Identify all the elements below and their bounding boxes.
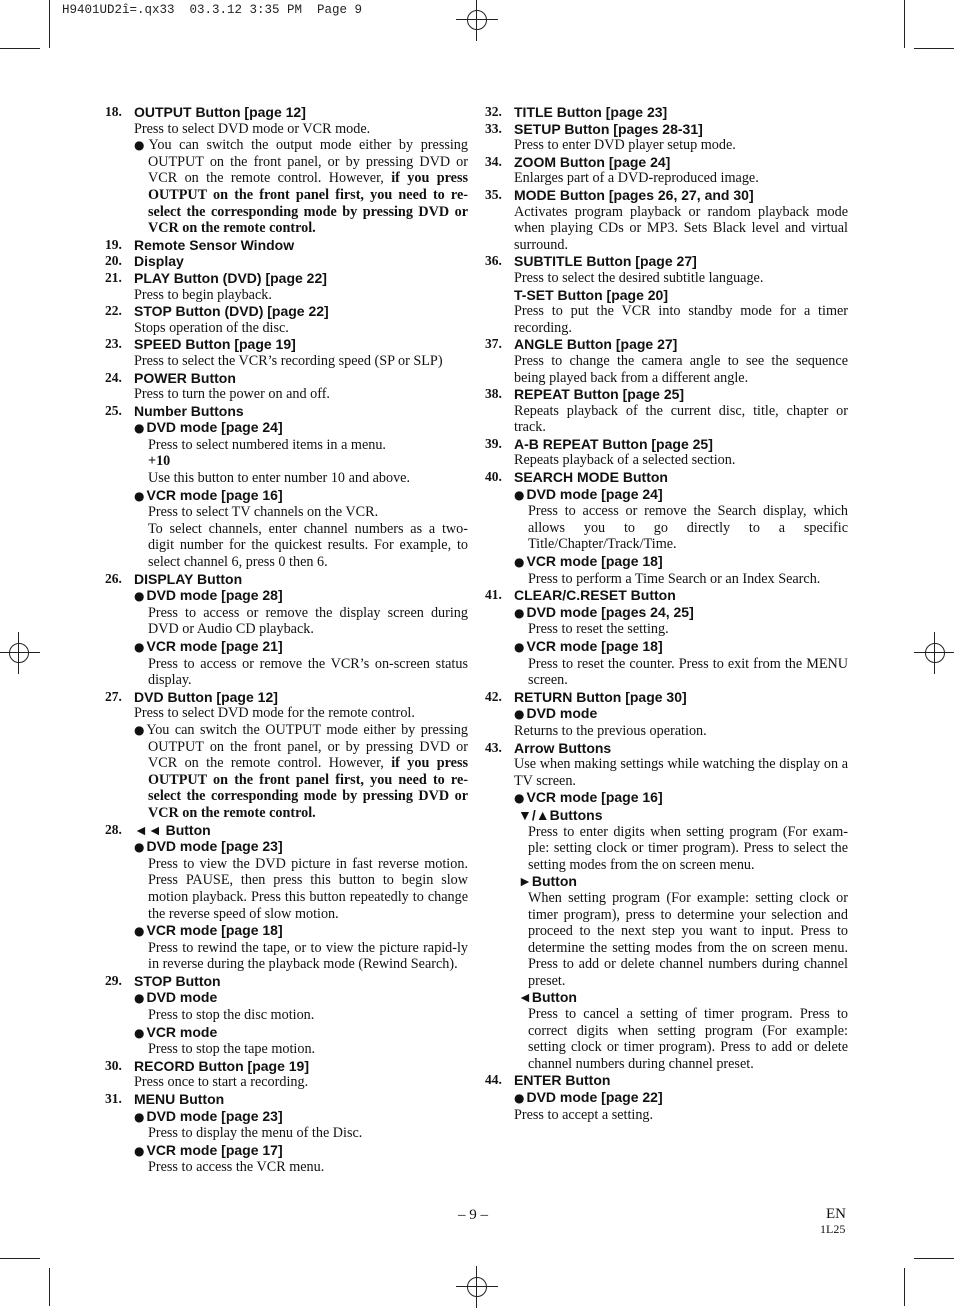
- crop-mark: [904, 1268, 905, 1306]
- mode-text: Press to accept a setting.: [514, 1106, 654, 1123]
- item-heading: DISPLAY Button: [134, 570, 243, 587]
- mode-text: Use this button to enter number 10 and above.: [148, 470, 411, 487]
- arrow-heading: ►Button: [518, 873, 577, 890]
- mode-heading: ● VCR mode [page 17]: [134, 1142, 468, 1160]
- list-item: [105, 237, 468, 254]
- list-item: [485, 336, 848, 386]
- mode-text: Press to access the VCR menu.: [148, 1159, 325, 1176]
- mode-block: [514, 705, 848, 739]
- mode-block: [134, 487, 468, 571]
- item-note: [134, 722, 468, 822]
- item-number: 37.: [485, 336, 502, 352]
- mode-text: Press to select TV channels on the VCR.: [148, 504, 379, 521]
- mode-heading: ● VCR mode [page 18]: [514, 638, 848, 656]
- list-item: [105, 104, 468, 237]
- item-heading: SEARCH MODE Button: [514, 469, 668, 486]
- mode-text: Press to display the menu of the Disc.: [148, 1125, 363, 1142]
- item-number: 35.: [485, 186, 502, 202]
- mode-heading: ● VCR mode [page 18]: [514, 553, 848, 571]
- item-heading: SUBTITLE Button [page 27]: [514, 253, 697, 270]
- item-number: 42.: [485, 688, 502, 704]
- list-item: [105, 370, 468, 403]
- mode-heading: ● VCR mode [page 21]: [134, 638, 468, 656]
- list-item: [105, 253, 468, 270]
- crop-mark: [914, 48, 954, 49]
- arrow-heading: ◄Button: [518, 989, 577, 1006]
- arrow-block: [518, 873, 848, 989]
- item-text: Press to begin playback.: [134, 286, 272, 303]
- registration-mark-icon: [922, 640, 948, 666]
- item-number: 19.: [105, 236, 122, 252]
- mode-heading: ● VCR mode [page 18]: [134, 922, 468, 940]
- mode-text: Press to view the DVD picture in fast reverse motion. Press PAUSE, then press this button to begin slow motion playback. Press this button repeatedly to change the reverse speed of slow motion.: [148, 855, 468, 922]
- item-number: 18.: [105, 104, 122, 119]
- mode-heading: ● DVD mode [page 23]: [134, 838, 468, 856]
- language-code: EN: [826, 1206, 846, 1222]
- mode-text: Press to access or remove the display screen during DVD or Audio CD playback.: [148, 604, 468, 638]
- item-text: Press to turn the power on and off.: [134, 386, 330, 403]
- item-heading: ZOOM Button [page 24]: [514, 153, 671, 170]
- mode-text: Press to rewind the tape, or to view the picture rapid-ly in reverse during the playback mode (Rewind Search).: [148, 939, 468, 973]
- item-heading: Arrow Buttons: [514, 739, 612, 756]
- mode-heading: ● DVD mode [page 24]: [134, 419, 468, 437]
- list-item: [485, 469, 848, 587]
- crop-mark: [0, 48, 40, 49]
- item-number: 33.: [485, 120, 502, 136]
- print-code: 1L25: [820, 1222, 846, 1236]
- item-heading: Remote Sensor Window: [134, 236, 295, 253]
- list-item: [485, 187, 848, 253]
- item-number: 44.: [485, 1072, 502, 1088]
- item-heading: SPEED Button [page 19]: [134, 336, 296, 353]
- item-text: Stops operation of the disc.: [134, 319, 289, 336]
- mode-heading: ● VCR mode: [134, 1024, 468, 1042]
- mode-text: Press to access or remove the VCR’s on-screen status display.: [148, 655, 468, 689]
- arrow-block: [518, 989, 848, 1072]
- arrow-text: Press to enter digits when setting program (For exam-ple: setting clock or timer program). Press to select the setting modes from the on screen menu.: [528, 823, 848, 873]
- item-number: 34.: [485, 153, 502, 169]
- item-heading: RETURN Button [page 30]: [514, 688, 687, 705]
- mode-heading: ● DVD mode [page 22]: [514, 1089, 848, 1107]
- arrow-text: When setting program (For example: setting clock or timer program), press to determine your selection and proceed to the next step you want to input. Press to determine the setting modes from the on screen menu. Press to add or delete channel numbers during channel preset.: [528, 889, 848, 989]
- list-item: [105, 689, 468, 822]
- item-text: Press to select DVD mode for the remote control.: [134, 705, 415, 722]
- note-text: You can switch the output mode either by pressing OUTPUT on the front panel, or by pressing DVD or VCR on the remote control. However,: [148, 137, 468, 187]
- item-number: 20.: [105, 253, 122, 269]
- crop-mark: [904, 0, 905, 48]
- mode-block: [134, 838, 468, 922]
- item-number: 23.: [105, 336, 122, 352]
- mode-heading: ● DVD mode [page 28]: [134, 587, 468, 605]
- item-number: 29.: [105, 972, 122, 988]
- list-item: [485, 587, 848, 689]
- item-heading: T-SET Button [page 20]: [514, 286, 668, 303]
- item-heading: RECORD Button [page 19]: [134, 1057, 309, 1074]
- crop-mark: [49, 1268, 50, 1306]
- item-number: 40.: [485, 469, 502, 485]
- list-item: [105, 1091, 468, 1176]
- mode-block: [514, 1089, 848, 1123]
- item-heading: STOP Button: [134, 972, 221, 989]
- item-number: 22.: [105, 303, 122, 319]
- list-item: [485, 1072, 848, 1123]
- item-text: Use when making settings while watching the display on a TV screen.: [514, 756, 848, 789]
- item-heading: ANGLE Button [page 27]: [514, 336, 678, 353]
- mode-heading: ● DVD mode [pages 24, 25]: [514, 604, 848, 622]
- list-item: [105, 822, 468, 973]
- item-text: Press to change the camera angle to see the sequence being played back from a different angle.: [514, 352, 848, 386]
- mode-block: [514, 638, 848, 689]
- item-heading: MODE Button [pages 26, 27, and 30]: [514, 186, 754, 203]
- list-item: [485, 740, 848, 1073]
- crop-mark: [49, 0, 50, 48]
- list-item: [485, 386, 848, 436]
- list-item: [105, 403, 468, 571]
- list-item: [485, 154, 848, 187]
- mode-block: [514, 604, 848, 638]
- item-number: 21.: [105, 269, 122, 285]
- mode-block: [514, 789, 848, 807]
- mode-heading: ● DVD mode [page 23]: [134, 1108, 468, 1126]
- mode-text: +10: [148, 453, 171, 470]
- item-text: Enlarges part of a DVD-reproduced image.: [514, 170, 759, 187]
- item-heading: Display: [134, 253, 184, 270]
- list-item: [105, 303, 468, 336]
- mode-block: [134, 1142, 468, 1176]
- mode-block: [134, 922, 468, 973]
- item-heading: REPEAT Button [page 25]: [514, 386, 685, 403]
- mode-block: [134, 1108, 468, 1142]
- item-text: Press to select DVD mode or VCR mode.: [134, 120, 371, 137]
- item-number: 30.: [105, 1057, 122, 1073]
- item-heading: DVD Button [page 12]: [134, 688, 278, 705]
- arrow-heading: ▼/▲Buttons: [518, 806, 603, 823]
- arrow-block: [518, 807, 848, 873]
- mode-block: [134, 989, 468, 1023]
- item-note: [134, 137, 468, 237]
- file-slug: H9401UD2î=.qx33 03.3.12 3:35 PM Page 9: [62, 3, 363, 17]
- registration-mark-icon: [464, 7, 490, 33]
- item-heading: MENU Button: [134, 1091, 225, 1108]
- item-number: 38.: [485, 386, 502, 402]
- mode-block: [134, 419, 468, 486]
- crop-mark: [0, 1258, 40, 1259]
- item-number: 28.: [105, 821, 122, 837]
- mode-text: Press to perform a Time Search or an Index Search.: [528, 570, 821, 587]
- item-heading: Number Buttons: [134, 402, 244, 419]
- list-item: [485, 104, 848, 121]
- mode-heading: ● VCR mode [page 16]: [514, 789, 848, 807]
- item-heading: A-B REPEAT Button [page 25]: [514, 435, 713, 452]
- mode-heading: ● DVD mode: [134, 989, 468, 1007]
- mode-text: Press to stop the tape motion.: [148, 1041, 316, 1058]
- item-text: Repeats playback of a selected section.: [514, 452, 736, 469]
- item-text: Press to enter DVD player setup mode.: [514, 137, 736, 154]
- item-heading: SETUP Button [pages 28-31]: [514, 120, 703, 137]
- mode-text: Returns to the previous operation.: [514, 722, 707, 739]
- item-number: 25.: [105, 402, 122, 418]
- mode-block: [134, 638, 468, 689]
- list-item: [105, 973, 468, 1058]
- list-item: [485, 689, 848, 740]
- left-column: [105, 104, 468, 1176]
- registration-mark-icon: [464, 1274, 490, 1300]
- note-emphasis: if you press OUTPUT on the front panel first, you need to re-select the corresponding mode by pressing DVD or VCR on the remote control.: [148, 170, 468, 237]
- mode-heading: ● VCR mode [page 16]: [134, 487, 468, 505]
- mode-heading: ● DVD mode [page 24]: [514, 486, 848, 504]
- mode-text: Press to stop the disc motion.: [148, 1007, 315, 1024]
- list-item: [105, 1058, 468, 1091]
- item-heading: STOP Button (DVD) [page 22]: [134, 303, 329, 320]
- item-number: 26.: [105, 570, 122, 586]
- item-number: 39.: [485, 435, 502, 451]
- item-number: 36.: [485, 253, 502, 269]
- item-number: 31.: [105, 1091, 122, 1107]
- note-emphasis: if you press OUTPUT on the front panel first, you need to re-select the corresponding mode by pressing DVD or VCR on the remote control.: [148, 755, 468, 821]
- mode-text: To select channels, enter channel numbers as a two-digit number for the quickest results. For example, to select channel 6, press 0 then 6.: [148, 520, 468, 571]
- item-heading: TITLE Button [page 23]: [514, 104, 668, 120]
- mode-block: [134, 1024, 468, 1058]
- list-item: [105, 270, 468, 303]
- list-item: [485, 436, 848, 469]
- item-number: 24.: [105, 369, 122, 385]
- arrow-text: Press to cancel a setting of timer program. Press to correct digits when setting program (For example: setting clock or timer program). Press to add or delete channel numbers during channel preset.: [528, 1006, 848, 1072]
- item-number: 41.: [485, 587, 502, 603]
- item-heading: POWER Button: [134, 369, 236, 386]
- mode-heading: ● DVD mode: [514, 705, 848, 723]
- item-heading: ENTER Button: [514, 1072, 611, 1089]
- list-item: [485, 253, 848, 336]
- mode-block: [514, 486, 848, 553]
- mode-text: Press to reset the setting.: [528, 621, 669, 638]
- note-text: You can switch the OUTPUT mode either by pressing OUTPUT on the front panel, or by pressing DVD or VCR on the remote control. However,: [146, 721, 468, 772]
- item-heading: OUTPUT Button [page 12]: [134, 104, 306, 120]
- item-number: 27.: [105, 688, 122, 704]
- list-item: [485, 121, 848, 154]
- list-item: [105, 336, 468, 369]
- page-number: – 9 –: [458, 1207, 488, 1223]
- item-number: 43.: [485, 739, 502, 755]
- item-text: Press to select the VCR’s recording speed (SP or SLP): [134, 352, 443, 369]
- mode-text: Press to reset the counter. Press to exit from the MENU screen.: [528, 655, 848, 689]
- mode-block: [514, 553, 848, 587]
- item-text: Repeats playback of the current disc, title, chapter or track.: [514, 402, 848, 436]
- item-text: Press to select the desired subtitle language.: [514, 269, 764, 286]
- mode-text: Press to select numbered items in a menu.: [148, 436, 386, 453]
- right-column: [485, 104, 848, 1123]
- item-heading: CLEAR/C.RESET Button: [514, 587, 676, 604]
- item-heading: ◄◄ Button: [134, 821, 211, 838]
- item-text: Activates program playback or random playback mode when playing CDs or MP3. Sets Black level and virtual surround.: [514, 203, 848, 253]
- item-number: 32.: [485, 104, 502, 119]
- mode-block: [134, 587, 468, 638]
- registration-mark-icon: [6, 640, 32, 666]
- item-text: Press to put the VCR into standby mode for a timer recording.: [514, 303, 848, 336]
- crop-mark: [914, 1258, 954, 1259]
- item-heading: PLAY Button (DVD) [page 22]: [134, 269, 327, 286]
- mode-text: Press to access or remove the Search display, which allows you to go directly to a specific Title/Chapter/Track/Time.: [528, 503, 848, 553]
- item-text: Press once to start a recording.: [134, 1074, 309, 1091]
- list-item: [105, 571, 468, 689]
